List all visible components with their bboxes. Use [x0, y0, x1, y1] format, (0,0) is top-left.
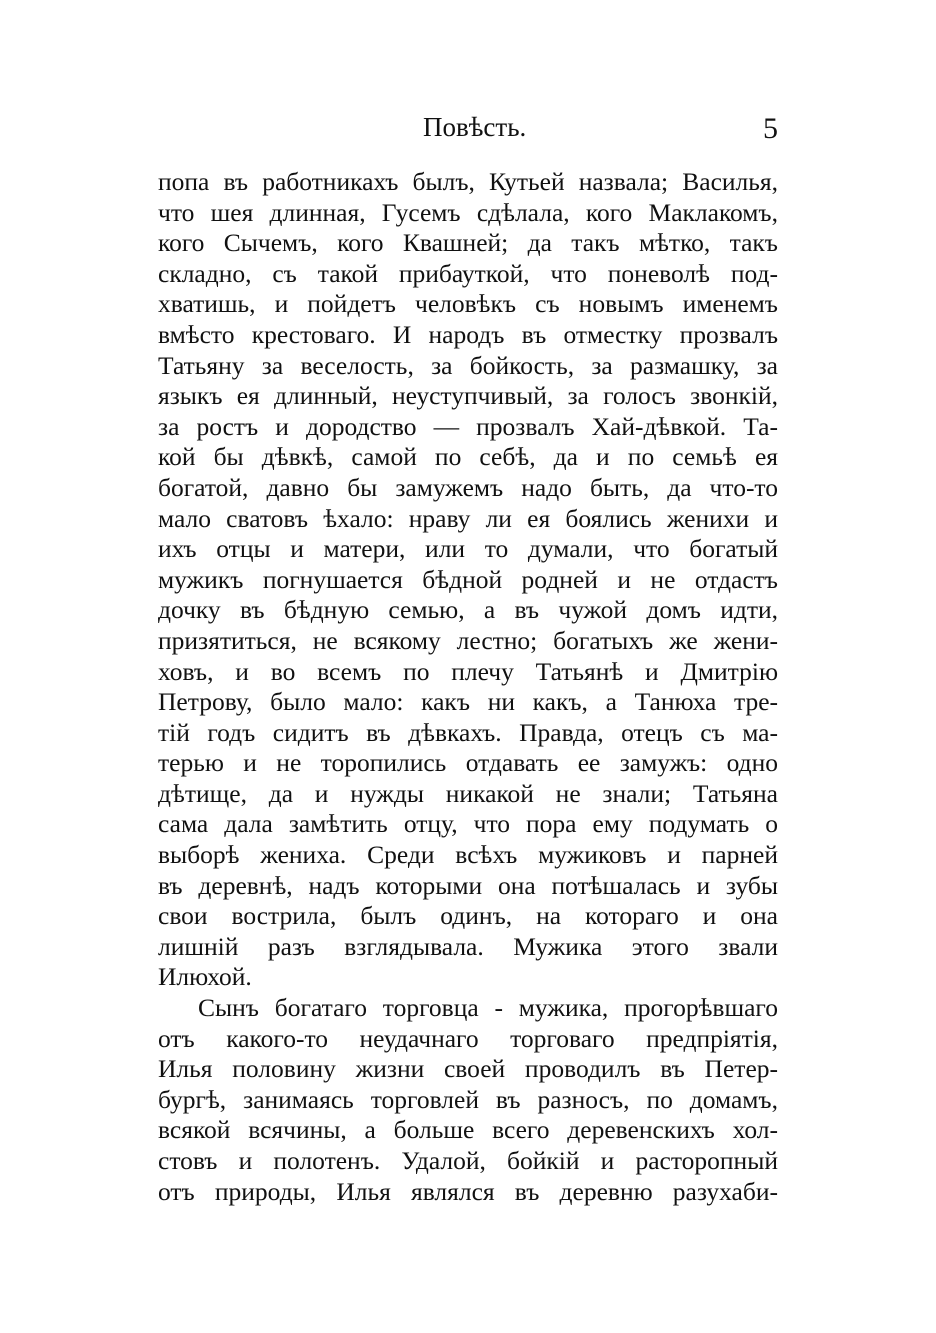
text-line: Илюхой. [158, 962, 252, 992]
paragraph-2 [158, 993, 778, 1207]
text-line: выборѣ жениха. Среди всѣхъ мужиковъ и парней [158, 840, 778, 870]
text-line: въ деревнѣ, надъ которыми она потѣшалась и зубы [158, 870, 778, 900]
text-line: богатой, давно бы замужемъ надо быть, да что-то [158, 472, 778, 502]
text-line: дѣтище, да и нужды никакой не знали; Татьяна [158, 778, 778, 808]
text-line: складно, съ такой прибауткой, что поневолѣ под- [158, 258, 778, 288]
body-text [158, 167, 778, 1207]
text-line: свои вострила, былъ одинъ, на котораго и она [158, 901, 778, 931]
text-line: лишній разъ взглядывала. Мужика этого звали [158, 931, 778, 961]
text-line: мало сватовъ ѣхало: нраву ли ея боялись женихи и [158, 503, 778, 533]
text-line: призятиться, не всякому лестно; богатыхъ же жени- [158, 625, 778, 655]
text-line: кой бы дѣвкѣ, самой по себѣ, да и по семьѣ ея [158, 442, 778, 472]
text-line: дочку въ бѣдную семью, а въ чужой домъ идти, [158, 595, 778, 625]
text-line: терью и не торопились отдавать ее замужъ: одно [158, 748, 778, 778]
running-title: Повѣсть. [423, 112, 527, 142]
text-line: что шея длинная, Гусемъ сдѣлала, кого Маклакомъ, [158, 197, 778, 227]
text-line: мужикъ погнушается бѣдной родней и не отдастъ [158, 564, 778, 594]
text-line: отъ природы, Илья являлся въ деревню разухаби- [158, 1176, 778, 1206]
text-line: отъ какого-то неудачнаго торговаго предпріятія, [158, 1023, 778, 1053]
text-line: языкъ ея длинный, неуступчивый, за голосъ звонкій, [158, 381, 778, 411]
text-line: вмѣсто крестоваго. И народъ въ отместку прозвалъ [158, 319, 778, 349]
text-line: Татьяну за веселость, за бойкость, за размашку, за [158, 350, 778, 380]
text-line: Сынъ богатаго торговца - мужика, прогорѣвшаго [198, 993, 778, 1023]
page-header [158, 112, 778, 152]
text-line: стовъ и полотенъ. Удалой, бойкій и расторопный [158, 1146, 778, 1175]
text-line: тій годъ сидитъ въ дѣвкахъ. Правда, отецъ съ ма- [158, 717, 778, 747]
text-line: всякой всячины, а больше всего деревенскихъ хол- [158, 1115, 778, 1145]
text-line: Петрову, было мало: какъ ни какъ, а Танюха тре- [158, 687, 778, 717]
text-line: хватишь, и пойдетъ человѣкъ съ новымъ именемъ [158, 289, 778, 319]
text-line: бургѣ, занимаясь торговлей въ разносъ, по домамъ, [158, 1084, 778, 1114]
text-line: кого Сычемъ, кого Квашней; да такъ мѣтко, такъ [158, 228, 778, 258]
text-line: ховъ, и во всемъ по плечу Татьянѣ и Дмитрію [158, 656, 778, 686]
text-line: ихъ отцы и матери, или то думали, что богатый [158, 534, 778, 564]
text-line: Илья половину жизни своей проводилъ въ Петер- [158, 1054, 778, 1084]
paragraph-1 [158, 167, 778, 993]
page-number: 5 [763, 112, 778, 145]
text-line: сама дала замѣтить отцу, что пора ему подумать о [158, 809, 778, 839]
text-line: попа въ работникахъ былъ, Кутьей назвала; Василья, [158, 167, 778, 196]
text-line: за ростъ и дородство — прозвалъ Хай-дѣвкой. Та- [158, 411, 778, 441]
